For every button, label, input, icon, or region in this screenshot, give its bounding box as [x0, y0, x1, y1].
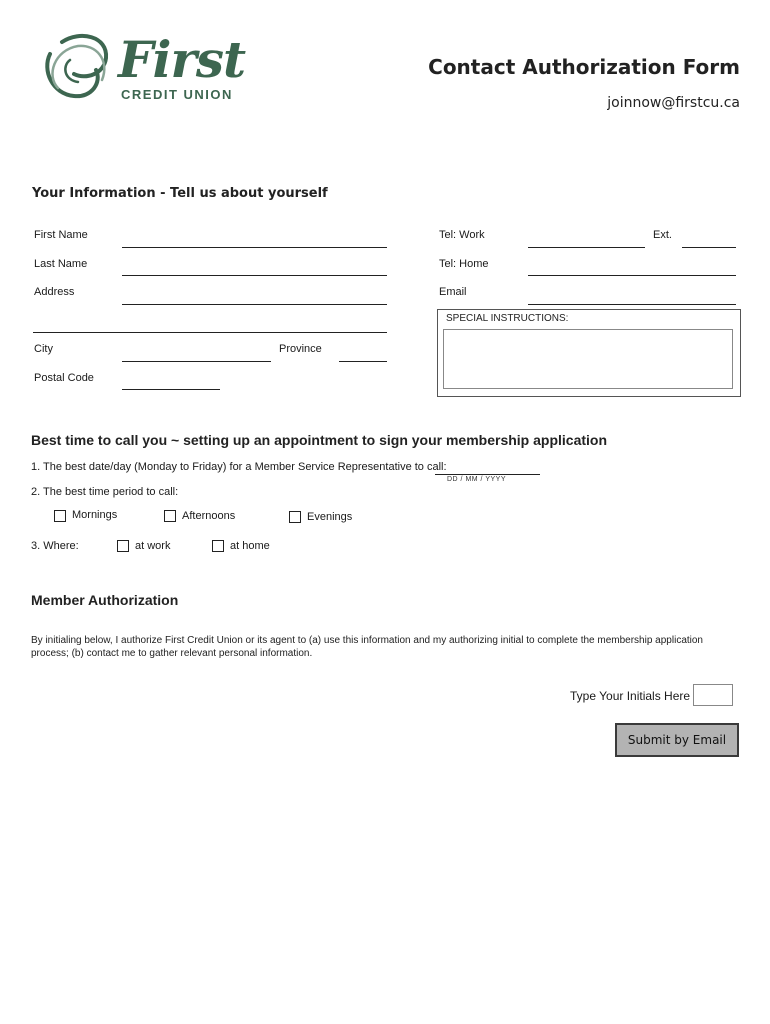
mornings-checkbox[interactable]	[54, 510, 66, 522]
page-title: Contact Authorization Form	[428, 55, 740, 79]
city-field[interactable]	[122, 347, 271, 362]
initials-input[interactable]	[693, 684, 733, 706]
tel-home-field[interactable]	[528, 261, 736, 276]
date-format-hint: DD / MM / YYYY	[447, 476, 506, 483]
question-1-label: 1. The best date/day (Monday to Friday) for a Member Service Representative to call:	[31, 461, 447, 473]
address-label: Address	[34, 286, 75, 298]
section-your-information-heading: Your Information - Tell us about yourself	[32, 186, 328, 201]
logo-swirl-icon	[40, 30, 118, 106]
ext-label: Ext.	[653, 229, 672, 241]
submit-by-email-button[interactable]: Submit by Email	[615, 723, 739, 757]
best-date-field[interactable]	[435, 460, 540, 475]
initials-label: Type Your Initials Here	[570, 689, 691, 703]
first-name-field[interactable]	[122, 233, 387, 248]
at-work-label: at work	[135, 540, 171, 552]
last-name-field[interactable]	[122, 261, 387, 276]
evenings-checkbox[interactable]	[289, 511, 301, 523]
province-field[interactable]	[339, 347, 387, 362]
at-home-label: at home	[230, 540, 270, 552]
special-instructions-box	[437, 309, 741, 397]
special-instructions-label: SPECIAL INSTRUCTIONS:	[446, 313, 569, 324]
at-work-checkbox[interactable]	[117, 540, 129, 552]
tel-work-field[interactable]	[528, 233, 645, 248]
question-2-label: 2. The best time period to call:	[31, 486, 179, 498]
address-line-2-field[interactable]	[33, 318, 387, 333]
evenings-label: Evenings	[307, 511, 353, 523]
address-field[interactable]	[122, 290, 387, 305]
first-name-label: First Name	[34, 229, 88, 241]
email-label: Email	[439, 286, 467, 298]
authorization-text: By initialing below, I authorize First Credit Union or its agent to (a) use this information and my authorizing initial to complete the membership application process; (b) contact me to gather relevant personal information.	[31, 635, 703, 659]
tel-work-label: Tel: Work	[439, 229, 485, 241]
province-label: Province	[279, 343, 322, 355]
afternoons-label: Afternoons	[182, 510, 236, 522]
mornings-label: Mornings	[72, 509, 118, 521]
section-member-authorization-heading: Member Authorization	[31, 592, 179, 608]
postal-code-label: Postal Code	[34, 372, 94, 384]
question-3-label: 3. Where:	[31, 540, 79, 552]
last-name-label: Last Name	[34, 258, 88, 270]
section-best-time-heading: Best time to call you ~ setting up an appointment to sign your membership application	[31, 432, 608, 448]
city-label: City	[34, 343, 53, 355]
tel-home-label: Tel: Home	[439, 258, 489, 270]
email-field[interactable]	[528, 290, 736, 305]
afternoons-checkbox[interactable]	[164, 510, 176, 522]
special-instructions-input[interactable]	[443, 329, 733, 389]
postal-code-field[interactable]	[122, 375, 220, 390]
logo	[40, 30, 246, 110]
at-home-checkbox[interactable]	[212, 540, 224, 552]
logo-wordmark: First	[118, 30, 246, 89]
logo-subtitle: CREDIT UNION	[121, 87, 233, 102]
ext-field[interactable]	[682, 233, 736, 248]
header-email: joinnow@firstcu.ca	[607, 95, 740, 111]
